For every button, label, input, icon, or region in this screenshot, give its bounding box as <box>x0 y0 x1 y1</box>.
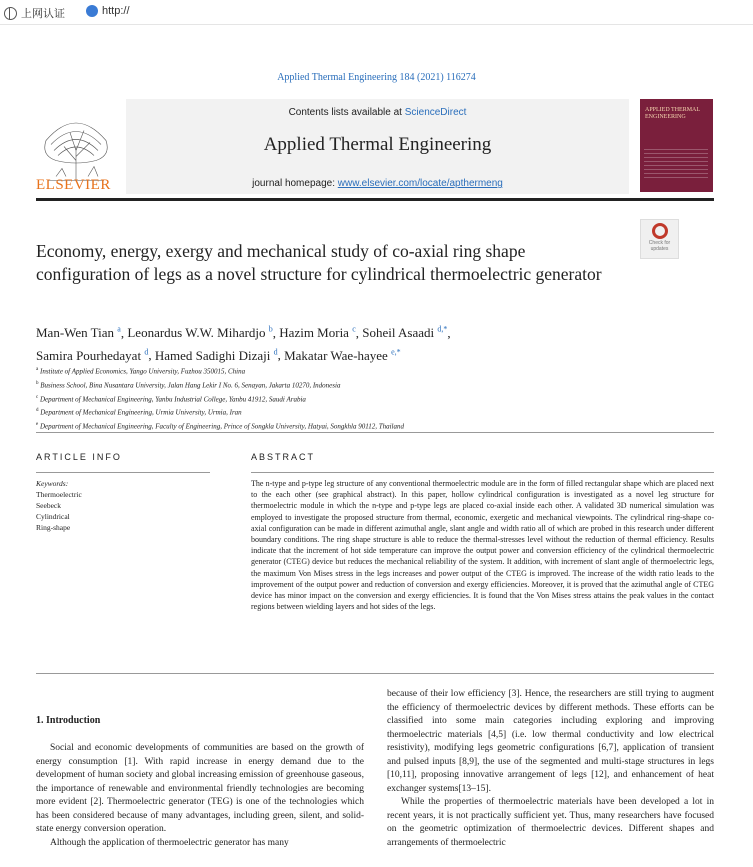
tab-auth-label: 上网认证 <box>21 8 65 20</box>
body-paragraph: because of their low efficiency [3]. Hence, the researchers are still trying to augment the efficiency of thermoelectric devices by different methods. These efforts can be classified into some main categories including exploring and improving thermoelectric materials [4,5] (i.e. low thermal conductivity and low electrical resistivity), modifying legs geometric configurations [6,7], application of transient and pulsed inputs [8,9], the use of the segmented and multi-stage structures in legs [10,11], proposing innovative arrangement of legs [12], and enhancement of heat exchanger systems[13–15]. <box>387 689 714 794</box>
journal-cover[interactable] <box>640 99 713 192</box>
author[interactable]: Samira Pourhedayat $^d$ <box>36 347 149 363</box>
sciencedirect-link[interactable]: ScienceDirect <box>404 107 467 118</box>
tab-auth[interactable] <box>4 5 65 21</box>
right-column <box>387 688 714 850</box>
author[interactable]: Makatar Wae-hayee $^{e,*}$ <box>284 347 401 363</box>
section-heading-introduction: 1. Introduction <box>36 715 101 726</box>
left-column <box>36 742 364 850</box>
author[interactable]: Leonardus W.W. Mihardjo $^b$ <box>127 325 273 341</box>
journal-title: Applied Thermal Engineering <box>263 134 492 155</box>
cover-pattern <box>644 149 708 179</box>
check-for-updates-button[interactable] <box>640 219 679 259</box>
abstract-rule <box>251 472 714 473</box>
affiliation: $^b$ Business School, Bina Nusantara University, Jalan Hang Lekir I No. 6, Senayan, Jakarta 10270, Indonesia <box>36 380 341 390</box>
keyword: Thermoelectric <box>36 490 82 499</box>
browser-favicon-icon <box>86 5 98 17</box>
contents-prefix: Contents lists available at <box>288 107 405 118</box>
tab-url[interactable] <box>86 5 130 17</box>
elsevier-wordmark: ELSEVIER <box>36 177 111 193</box>
author[interactable]: Hamed Sadighi Dizaji $^d$ <box>154 347 278 363</box>
browser-toolbar <box>0 0 753 24</box>
author[interactable]: Hazim Moria $^c$ <box>279 325 356 341</box>
affiliation: $^d$ Department of Mechanical Engineering, Urmia University, Urmia, Iran <box>36 408 242 417</box>
article-title: Economy, energy, exergy and mechanical study of co-axial ring shape configuration of legs as a novel structure for cylindrical thermoelectric generator <box>36 241 602 284</box>
keyword: Cylindrical <box>36 512 70 521</box>
homepage-line <box>126 178 629 189</box>
keyword: Seebeck <box>36 501 61 510</box>
body-paragraph: Although the application of thermoelectric generator has many <box>50 837 289 848</box>
globe-icon <box>4 7 17 20</box>
article-info-rule <box>36 472 210 473</box>
homepage-link[interactable]: www.elsevier.com/locate/apthermeng <box>337 178 503 189</box>
cover-title: APPLIED THERMAL ENGINEERING <box>645 107 700 120</box>
abstract-heading: ABSTRACT <box>251 452 316 462</box>
affiliation: $^a$ Institute of Applied Economics, Yango University, Fuzhou 350015, China <box>36 367 246 376</box>
section-divider <box>36 432 714 433</box>
citation[interactable]: Applied Thermal Engineering 184 (2021) 116274 <box>277 72 476 83</box>
body-paragraph: While the properties of thermoelectric materials have been developed a lot in recent years, it is not practically sufficient yet. Thus, many researchers have focused on the geometric optimization of thermoelectric devices. Different shapes and arrangements of thermoelectric <box>387 797 714 848</box>
author[interactable]: Man-Wen Tian $^a$ <box>36 325 121 341</box>
keywords-block <box>36 478 216 533</box>
affiliation: $^c$ Department of Mechanical Engineering, Yanbu Industrial College, Yanbu 41912, Saudi Arabia <box>36 394 306 403</box>
author-list: Man-Wen Tian $^a$, Leonardus W.W. Mihardjo $^b$, Hazim Moria $^c$, Soheil Asaadi $^{d,*}$, Samira Pourhedayat $^d$, Hamed Sadighi Dizaji $^d$, Makatar Wae-hayee $^{e,*}$ <box>36 325 451 363</box>
check-updates-icon <box>652 223 668 239</box>
check-updates-label: Check for updates <box>648 240 671 252</box>
author[interactable]: Soheil Asaadi $^{d,*}$ <box>362 325 448 341</box>
affiliation: $^e$ Department of Mechanical Engineering, Faculty of Engineering, Prince of Songkla University, Hatyai, Songkhla 90112, Thailand <box>36 422 404 431</box>
abstract-bottom-rule <box>36 673 714 674</box>
body-paragraph: Social and economic developments of communities are based on the growth of energy consumption [1]. With rapid increase in energy demand due to the development of human society and global increasing emission of greenhouse gaseous, the importance of renewable and environmental friendly technologies are becoming more evident [2]. Thermoelectric generator (TEG) is one of the technologies which has been considered because of many advantages, including green, silent, and solid-state energy conversion operation. <box>36 743 364 834</box>
abstract-text: The n-type and p-type leg structure of any conventional thermoelectric module are in the form of filled rectangular shape which are placed next to the each other (see graphical abstract). In this paper, hollow cylindrical configuration is investigated as a novel leg structure for thermoelectric module in which the n-type and p-type legs are placed co-axial inside each other. A validated 3D numerical simulation was employed to investigate the proposed structure from thermal, economic, exergetic and mechanical viewpoints. The cylindrical ring-shape co-axial configuration can be made in different azimuthal angle, slant angle and width ratio all of which are probed in this research under different boundary conditions. The ring shape structure is able to reduce the thermal-stresses level without the reduction of thermal efficiency. Results indicate that the increment of hot side temperature can improve the output power and conversion efficiency of the cylindrical thermoelectric generator (CTEG) device but reduces the mechanical reliability of the system. It addition, with increment of slant angle of thermoelectric legs, the maximum Von Mises stress in the legs increases and power output of the CTEG is improved. The increase of the width ratio leads to the improvement of the output power and reduction of conversion and exergy efficiencies. Moreover, it is proved that the azimuthal angle of CTEG device has minor impact on the conversion and exergy efficiencies. It is found that the Von Mises stress attains the peak values in the contact regions between wielding layers and hot sides of the legs. <box>251 479 714 612</box>
contents-line <box>126 107 629 118</box>
affiliations <box>36 364 676 433</box>
homepage-prefix: journal homepage: <box>252 178 338 189</box>
article-info-heading: ARTICLE INFO <box>36 452 122 462</box>
tab-url-label: http:// <box>102 5 130 17</box>
header-rule <box>36 198 714 201</box>
keyword: Ring-shape <box>36 523 71 532</box>
keywords-label: Keywords: <box>36 479 69 488</box>
